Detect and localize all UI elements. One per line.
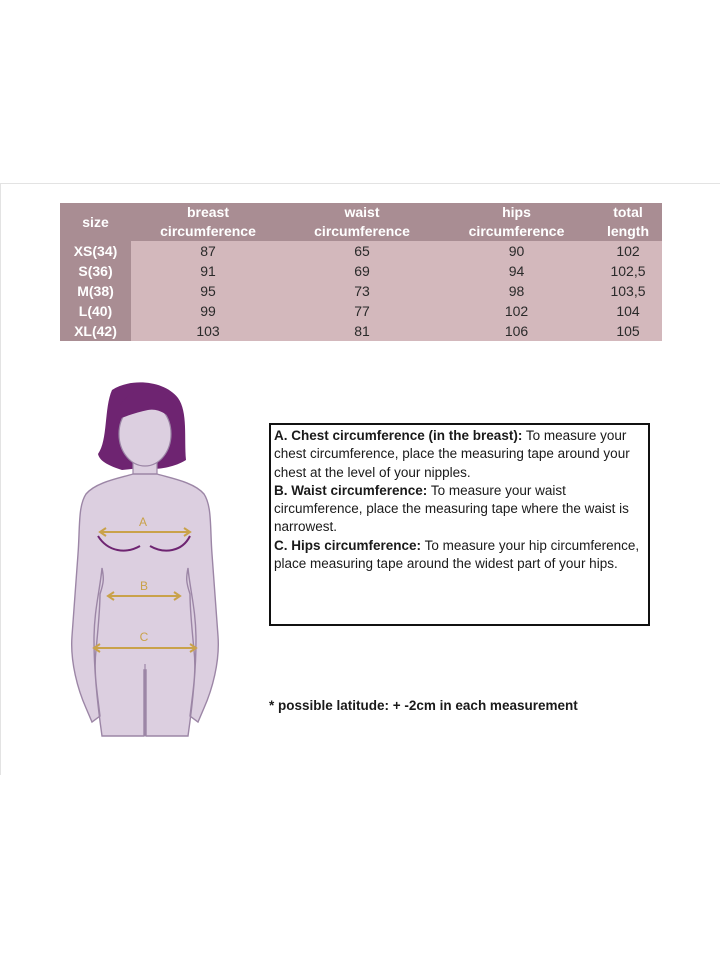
label-b: B (139, 579, 149, 593)
table-cell: 98 (439, 281, 594, 301)
size-table (60, 203, 662, 341)
table-cell: 103 (131, 321, 285, 341)
table-cell: 69 (285, 261, 439, 281)
table-cell: 73 (285, 281, 439, 301)
table-cell: 102 (439, 301, 594, 321)
instruction-chest: A. Chest circumference (in the breast): To measure your chest circumference, place the measuring tape around your chest at the level of your nipples. (274, 428, 630, 480)
header-breast: breast circumference (131, 203, 285, 241)
table-cell: 81 (285, 321, 439, 341)
table-row (60, 281, 662, 301)
size-cell: XL(42) (60, 321, 131, 341)
header-hips: hips circumference (439, 203, 594, 241)
table-cell: 105 (594, 321, 662, 341)
table-cell: 106 (439, 321, 594, 341)
label-c: C (139, 630, 149, 644)
table-cell: 90 (439, 241, 594, 261)
label-a: A (138, 515, 148, 529)
table-row (60, 261, 662, 281)
table-cell: 103,5 (594, 281, 662, 301)
measurement-instructions (269, 423, 650, 626)
header-size: size (60, 203, 131, 241)
table-cell: 94 (439, 261, 594, 281)
latitude-note: * possible latitude: + -2cm in each measurement (269, 698, 578, 713)
header-length: total length (594, 203, 662, 241)
instruction-hips: C. Hips circumference: To measure your hip circumference, place measuring tape around the widest part of your hips. (274, 537, 640, 572)
table-cell: 91 (131, 261, 285, 281)
size-cell: L(40) (60, 301, 131, 321)
body-measurement-figure (60, 378, 230, 738)
table-cell: 77 (285, 301, 439, 321)
table-cell: 95 (131, 281, 285, 301)
header-waist: waist circumference (285, 203, 439, 241)
size-cell: M(38) (60, 281, 131, 301)
table-cell: 102,5 (594, 261, 662, 281)
size-cell: S(36) (60, 261, 131, 281)
table-cell: 65 (285, 241, 439, 261)
table-cell: 102 (594, 241, 662, 261)
table-row (60, 321, 662, 341)
table-cell: 87 (131, 241, 285, 261)
table-row (60, 241, 662, 261)
table-header-row (60, 203, 662, 241)
table-row (60, 301, 662, 321)
table-cell: 99 (131, 301, 285, 321)
size-cell: XS(34) (60, 241, 131, 261)
instruction-waist: B. Waist circumference: To measure your waist circumference, place the measuring tape where the waist is narrowest. (274, 482, 629, 535)
table-cell: 104 (594, 301, 662, 321)
